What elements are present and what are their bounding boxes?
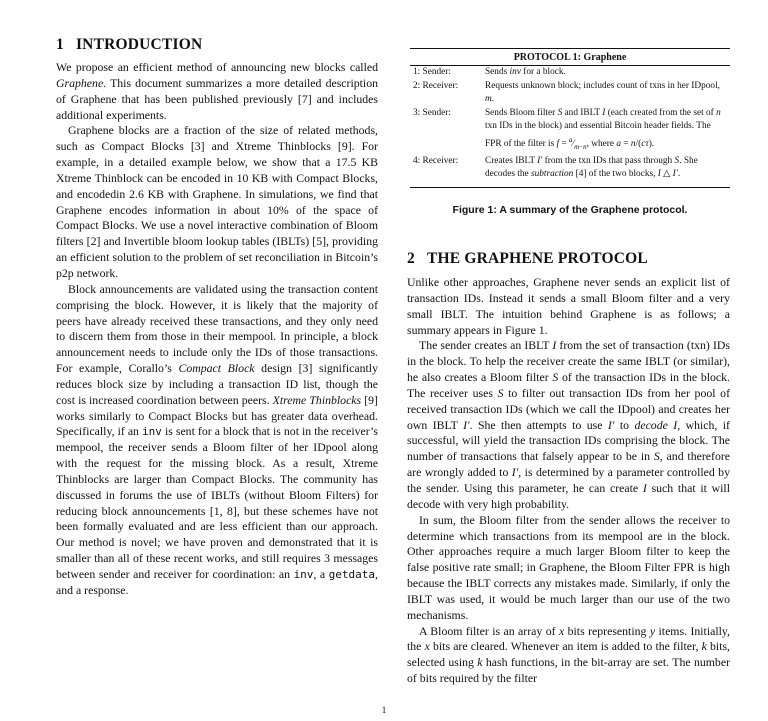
- intro-paragraph-1: We propose an efficient method of announcing new blocks called Graphene. This document summarizes a more detailed description of Graphene that has been published previously [7] and includes additional experiments.: [56, 60, 378, 122]
- protocol-paragraph-3: In sum, the Bloom filter from the sender allows the receiver to determine which transactions from its mempool are in the block. Other approaches require a much larger Bloom filter to keep the false positive rate small; in Graphene, the Bloom Filter FPR is high because the IBLT corrects any mistakes made. Similarly, if only the IBLT was used, it would be much larger than our use of the two mechanisms.: [407, 512, 730, 622]
- protocol-paragraph-2: The sender creates an IBLT I from the set of transaction (txn) IDs in the block. To help the receiver create the same IBLT (or similar), he also creates a Bloom filter S of the transaction IDs in the block. The receiver uses S to filter out transaction IDs from her pool of received transaction IDs (which we call the IDpool) and creates her own IBLT I′. She then attempts to use I′ to decode I, which, if successful, will yield the transaction IDs comprising the block. The number of transactions that falsely appear to be in S, and therefore are wrongly added to I′, is determined by a parameter controlled by the sender. Using this parameter, he can create I such that it will decode with very high probability.: [407, 338, 731, 511]
- protocol-step: [410, 66, 730, 80]
- protocol-paragraph-4: A Bloom filter is an array of x bits representing y items. Initially, the x bits are cleared. Whenever an item is added to the filter, k bits, selected using k hash functions, in the bit-array are set. The number of bits required by the filter: [407, 623, 730, 686]
- protocol-paragraph-1: Unlike other approaches, Graphene never sends an explicit list of transaction IDs. Instead it sends a small Bloom filter and a very small IBLT. The intuition behind Graphene is as follows; a summary appears in Figure 1.: [407, 275, 730, 337]
- intro-paragraph-2: Graphene blocks are a fraction of the size of related methods, such as Compact Blocks [3] and Xtreme Thinblocks [9]. For example, in a detailed example below, we show that a 17.5 KB Xtreme Thinblock can be encoded in 10 KB with Compact Blocks, and encodedin 2.6 KB with Graphene. In simulations, we find that Graphene encodes information in about 10% of the space of Compact Blocks. We use a novel interactive combination of Bloom filters [2] and Invertible bloom lookup tables (IBLTs) [5], providing an efficient solution to the problem of set reconciliation in Bitcoin’s p2p network.: [56, 123, 378, 280]
- protocol-title: PROTOCOL 1: Graphene: [410, 49, 730, 66]
- protocol-step-role: 3: Sender:: [413, 107, 451, 118]
- protocol-step-desc: Sends inv for a block.: [485, 67, 566, 77]
- protocol-step: [410, 107, 730, 155]
- section-heading-graphene-protocol: 2 THE GRAPHENE PROTOCOL: [407, 250, 648, 267]
- right-column: [407, 250, 730, 687]
- protocol-step-desc: Sends Bloom filter S and IBLT I (each created from the set of n txn IDs in the block) and essential Bitcoin header fields. The FPR of the filter is $f = ^a⁄_{m-n}$, where a = n/(cτ).: [485, 107, 721, 151]
- figure-caption: Figure 1: A summary of the Graphene protocol.: [452, 204, 688, 216]
- protocol-box: [410, 48, 730, 188]
- intro-paragraph-3: Block announcements are validated using the transaction content comprising the block. However, it is likely that the majority of peers have already received these transactions, and they only need to discern them from those in their mempool. In principle, a block announcement needs to include only the IDs of those transactions. For example, Corallo’s Compact Block design [3] significantly reduces block size by including a transaction ID list, though the cost is increased coordination between peers. Xtreme Thinblocks [9] works similarly to Compact Blocks but has greater data overhead. Specifically, if an inv is sent for a block that is not in the receiver’s mempool, the receiver sends a Bloom filter of her IDpool along with the request for the missing block. As a result, Xtreme Thinblocks are larger than Compact Blocks. The community has discussed in forums the use of IBLTs (without Bloom Filters) for reducing block announcements [1, 8], but these schemes have not been formally evaluated and are less efficient than our approach. Our method is novel; we have proven and demonstrated that it is smaller than all of these recent works, and still requires 3 messages between sender and receiver for coordination: an inv, a getdata, and a response.: [56, 281, 378, 597]
- protocol-step-desc: Requests unknown block; includes count of txns in her IDpool, m.: [485, 80, 720, 105]
- protocol-step-desc: Creates IBLT I′ from the txn IDs that pass through S. She decodes the subtraction [4] of the two blocks, I △ I′.: [485, 155, 698, 180]
- protocol-step: [410, 155, 730, 187]
- protocol-step-role: 4: Receiver:: [413, 155, 459, 166]
- protocol-step-role: 1: Sender:: [413, 67, 451, 77]
- protocol-step-role: 2: Receiver:: [413, 80, 459, 91]
- protocol-step: [410, 80, 730, 107]
- page-number: 1: [381, 706, 387, 716]
- section-heading-introduction: 1 INTRODUCTION: [56, 36, 203, 53]
- left-column: [56, 36, 378, 599]
